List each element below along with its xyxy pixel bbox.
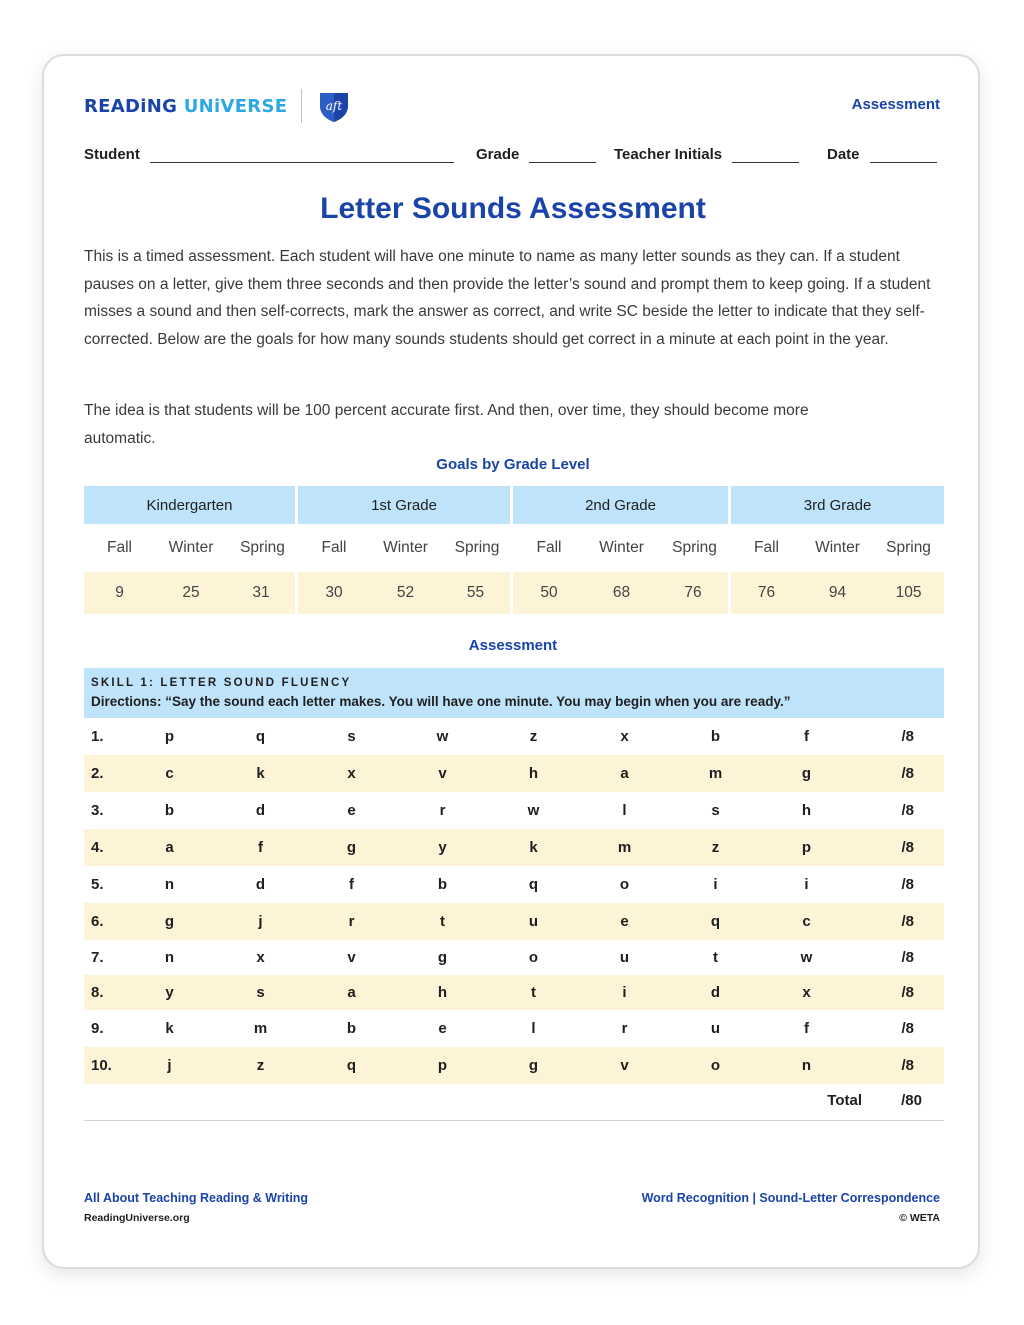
letter-cell[interactable]: o: [528, 949, 539, 966]
logo-divider: [301, 89, 302, 123]
goal-value: 9: [84, 572, 155, 614]
row-number: 2.: [91, 765, 104, 782]
row-score[interactable]: /8: [901, 802, 914, 819]
aft-shield-icon: [316, 88, 352, 124]
letter-cell[interactable]: h: [528, 765, 539, 782]
row-score[interactable]: /8: [901, 728, 914, 745]
letter-cell[interactable]: k: [256, 765, 265, 782]
letter-cell[interactable]: l: [531, 1020, 536, 1037]
letter-cell[interactable]: q: [710, 913, 721, 930]
grade-header: 3rd Grade: [731, 486, 944, 524]
logo-word-reading: READiNG: [84, 95, 178, 117]
logo-word-universe: UNiVERSE: [183, 95, 288, 117]
letter-cell[interactable]: b: [710, 728, 721, 745]
grade-header: 2nd Grade: [513, 486, 731, 524]
footer-copyright: © WETA: [899, 1212, 940, 1224]
season-label: Spring: [240, 539, 285, 556]
assessment-row: [84, 903, 944, 940]
goal-value: 25: [155, 572, 227, 614]
assessment-row: [84, 975, 944, 1010]
letter-cell[interactable]: m: [617, 839, 632, 856]
row-number: 8.: [91, 984, 104, 1001]
letter-cell[interactable]: n: [164, 949, 175, 966]
letter-cell[interactable]: m: [708, 765, 723, 782]
letter-cell[interactable]: z: [711, 839, 720, 856]
letter-cell[interactable]: d: [255, 876, 266, 893]
goals-grade-header-row: [84, 486, 944, 524]
letter-cell[interactable]: i: [622, 984, 627, 1001]
letter-cell[interactable]: s: [347, 728, 356, 745]
assessment-row: [84, 755, 944, 792]
letter-cell[interactable]: p: [437, 1057, 448, 1074]
letter-cell[interactable]: g: [801, 765, 812, 782]
letter-cell[interactable]: t: [531, 984, 536, 1001]
footer-topic: Word Recognition | Sound-Letter Correspondence: [641, 1191, 940, 1205]
teacher-initials-blank-line[interactable]: [732, 146, 799, 163]
letter-cell[interactable]: h: [801, 802, 812, 819]
row-score[interactable]: /8: [901, 913, 914, 930]
letter-cell[interactable]: r: [439, 802, 446, 819]
letter-cell[interactable]: a: [347, 984, 356, 1001]
letter-cell[interactable]: r: [348, 913, 355, 930]
letter-cell[interactable]: p: [801, 839, 812, 856]
skill-directions: Directions: “Say the sound each letter makes. You will have one minute. You may begin when you are ready.”: [91, 694, 791, 709]
letter-cell[interactable]: f: [349, 876, 354, 893]
aft-logo-text: aft: [326, 99, 343, 113]
row-score[interactable]: /8: [901, 1020, 914, 1037]
letter-cell[interactable]: k: [529, 839, 538, 856]
skill-header: [84, 668, 944, 718]
letter-cell[interactable]: m: [253, 1020, 268, 1037]
season-label: Winter: [168, 539, 214, 556]
letter-cell[interactable]: e: [620, 913, 629, 930]
letter-cell[interactable]: z: [529, 728, 538, 745]
student-label: Student: [84, 146, 140, 163]
letter-cell[interactable]: q: [528, 876, 539, 893]
goal-value: 105: [873, 572, 944, 614]
total-row: [84, 1086, 944, 1121]
letter-cell[interactable]: d: [710, 984, 721, 1001]
goals-value-row: [84, 572, 944, 614]
letter-cell[interactable]: f: [804, 1020, 809, 1037]
assessment-row: [84, 866, 944, 903]
goal-value: 50: [513, 572, 585, 614]
letter-cell[interactable]: i: [804, 876, 809, 893]
teacher-initials-label: Teacher Initials: [614, 146, 723, 163]
goal-value: 68: [585, 572, 658, 614]
grade-header: Kindergarten: [84, 486, 298, 524]
letter-cell[interactable]: o: [710, 1057, 721, 1074]
season-label: Fall: [107, 539, 132, 556]
assessment-row: [84, 940, 944, 975]
student-blank-line[interactable]: [150, 146, 454, 163]
letter-cell[interactable]: b: [164, 802, 175, 819]
worksheet-page: [42, 54, 980, 1269]
goal-value: 76: [731, 572, 802, 614]
season-label: Fall: [536, 539, 562, 556]
total-label: Total: [827, 1092, 862, 1109]
goal-value: 76: [658, 572, 731, 614]
season-label: Spring: [454, 539, 500, 556]
date-field[interactable]: [827, 146, 937, 163]
row-number: 1.: [91, 728, 104, 745]
letter-cell[interactable]: l: [622, 802, 627, 819]
letter-cell[interactable]: k: [165, 1020, 174, 1037]
letter-cell[interactable]: o: [619, 876, 630, 893]
grade-label: Grade: [476, 146, 520, 163]
season-label: Spring: [886, 539, 931, 556]
letter-cell[interactable]: x: [802, 984, 811, 1001]
letter-cell[interactable]: u: [710, 1020, 721, 1037]
letter-cell[interactable]: v: [620, 1057, 629, 1074]
row-number: 9.: [91, 1020, 104, 1037]
date-blank-line[interactable]: [870, 146, 937, 163]
letter-cell[interactable]: z: [256, 1057, 265, 1074]
season-label: Fall: [321, 539, 347, 556]
letter-cell[interactable]: f: [804, 728, 809, 745]
letter-cell[interactable]: a: [620, 765, 629, 782]
skill-title: SKILL 1: LETTER SOUND FLUENCY: [91, 677, 352, 689]
assessment-row: [84, 1010, 944, 1047]
row-score[interactable]: /8: [901, 949, 914, 966]
row-number: 3.: [91, 802, 104, 819]
row-score[interactable]: /8: [901, 839, 914, 856]
letter-cell[interactable]: g: [437, 949, 448, 966]
letter-cell[interactable]: j: [258, 913, 263, 930]
logo-wordmark: [84, 96, 287, 117]
letter-cell[interactable]: e: [347, 802, 356, 819]
letter-cell[interactable]: b: [437, 876, 448, 893]
date-label: Date: [827, 146, 860, 163]
letter-cell[interactable]: x: [347, 765, 356, 782]
assessment-row: [84, 718, 944, 755]
season-label: Winter: [599, 539, 644, 556]
page-title: Letter Sounds Assessment: [320, 192, 706, 225]
student-field[interactable]: [84, 146, 454, 163]
goal-value: 55: [441, 572, 513, 614]
assessment-row: [84, 829, 944, 866]
letter-cell[interactable]: n: [801, 1057, 812, 1074]
letter-cell[interactable]: c: [165, 765, 174, 782]
letter-cell[interactable]: v: [347, 949, 356, 966]
row-number: 6.: [91, 913, 104, 930]
goal-value: 94: [802, 572, 873, 614]
goal-value: 52: [370, 572, 441, 614]
letter-cell[interactable]: i: [713, 876, 718, 893]
grade-field[interactable]: [476, 146, 596, 163]
row-number: 4.: [91, 839, 104, 856]
goal-value: 30: [298, 572, 370, 614]
assessment-heading: Assessment: [468, 637, 558, 654]
assessment-row: [84, 792, 944, 829]
season-label: Winter: [383, 539, 428, 556]
footer-series-title: All About Teaching Reading & Writing: [84, 1191, 309, 1205]
letter-cell[interactable]: y: [438, 839, 447, 856]
letter-cell[interactable]: w: [800, 949, 813, 966]
letter-cell[interactable]: y: [165, 984, 174, 1001]
letter-cell[interactable]: r: [621, 1020, 628, 1037]
goal-value: 31: [227, 572, 298, 614]
row-score[interactable]: /8: [901, 1057, 914, 1074]
row-number: 7.: [91, 949, 104, 966]
grade-header: 1st Grade: [298, 486, 513, 524]
letter-sounds-table: [84, 718, 944, 1084]
goals-heading: Goals by Grade Level: [436, 456, 590, 473]
total-score[interactable]: /80: [901, 1092, 922, 1109]
letter-cell[interactable]: h: [437, 984, 448, 1001]
row-score[interactable]: /8: [901, 765, 914, 782]
row-number: 5.: [91, 876, 104, 893]
season-label: Fall: [754, 539, 779, 556]
letter-cell[interactable]: c: [802, 913, 811, 930]
teacher-initials-field[interactable]: [614, 146, 799, 163]
letter-cell[interactable]: t: [713, 949, 718, 966]
letter-cell[interactable]: u: [528, 913, 539, 930]
student-info-fields: [84, 146, 942, 170]
row-number: 10.: [91, 1057, 112, 1074]
letter-cell[interactable]: f: [258, 839, 263, 856]
season-label: Winter: [815, 539, 860, 556]
assessment-row: [84, 1047, 944, 1084]
footer-website-link[interactable]: ReadingUniverse.org: [84, 1212, 190, 1224]
reading-universe-logo[interactable]: [84, 88, 352, 124]
letter-cell[interactable]: w: [436, 728, 449, 745]
letter-cell[interactable]: v: [438, 765, 447, 782]
letter-cell[interactable]: g: [346, 839, 357, 856]
letter-cell[interactable]: x: [620, 728, 629, 745]
goals-season-row: [84, 524, 944, 572]
letter-sounds-body: [84, 718, 944, 1084]
letter-cell[interactable]: e: [438, 1020, 447, 1037]
letter-cell[interactable]: j: [167, 1057, 172, 1074]
goals-table: [84, 486, 944, 614]
letter-cell[interactable]: w: [527, 802, 540, 819]
letter-cell[interactable]: p: [164, 728, 175, 745]
letter-cell[interactable]: a: [165, 839, 174, 856]
letter-cell[interactable]: q: [255, 728, 266, 745]
letter-cell[interactable]: x: [256, 949, 265, 966]
letter-cell[interactable]: u: [619, 949, 630, 966]
intro-paragraph-2: The idea is that students will be 100 percent accurate first. And then, over time, they should become more automatic.: [84, 402, 809, 447]
row-score[interactable]: /8: [901, 876, 914, 893]
header-assessment-label: Assessment: [851, 96, 940, 113]
row-score[interactable]: /8: [901, 984, 914, 1001]
letter-cell[interactable]: b: [346, 1020, 357, 1037]
grade-blank-line[interactable]: [529, 146, 596, 163]
letter-cell[interactable]: g: [528, 1057, 539, 1074]
letter-cell[interactable]: q: [346, 1057, 357, 1074]
letter-cell[interactable]: s: [256, 984, 265, 1001]
intro-paragraph-1: This is a timed assessment. Each student will have one minute to name as many letter sounds as they can. If a student pauses on a letter, give them three seconds and then provide the letter’s sound and prompt them to keep going. If a student misses a sound and then self-corrects, mark the answer as correct, and write SC beside the letter to indicate that they self-corrected. Below are the goals for how many sounds students should get correct in a minute at each point in the year.: [84, 248, 931, 348]
letter-cell[interactable]: d: [255, 802, 266, 819]
letter-cell[interactable]: n: [164, 876, 175, 893]
letter-cell[interactable]: g: [164, 913, 175, 930]
letter-cell[interactable]: t: [440, 913, 445, 930]
season-label: Spring: [672, 539, 717, 556]
letter-cell[interactable]: s: [711, 802, 720, 819]
